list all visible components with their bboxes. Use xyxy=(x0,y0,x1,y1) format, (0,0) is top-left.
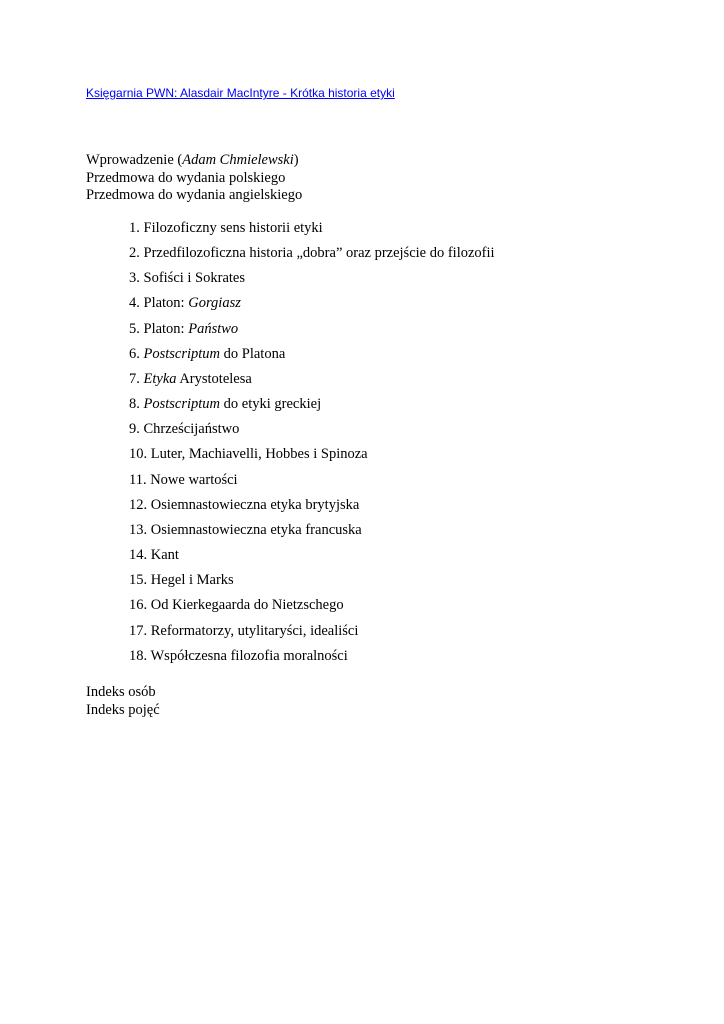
chapter-item: 8. Postscriptum do etyki greckiej xyxy=(129,396,322,413)
intro-suffix: ) xyxy=(293,152,299,168)
chapter-item: 16. Od Kierkegaarda do Nietzschego xyxy=(129,597,344,614)
intro-author: Adam Chmielewski xyxy=(182,152,294,168)
chapter-item: 7. Etyka Arystotelesa xyxy=(129,370,252,387)
preface-english: Przedmowa do wydania angielskiego xyxy=(86,187,303,203)
introduction-line xyxy=(86,152,302,170)
chapter-item: 3. Sofiści i Sokrates xyxy=(129,270,245,287)
chapter-item: 4. Platon: Gorgiasz xyxy=(129,295,241,312)
chapter-item: 11. Nowe wartości xyxy=(129,471,238,488)
chapter-item: 18. Współczesna filozofia moralności xyxy=(129,647,348,664)
chapter-item: 13. Osiemnastowieczna etyka francuska xyxy=(129,521,362,538)
chapter-item: 2. Przedfilozoficzna historia „dobra” oraz przejście do filozofii xyxy=(129,245,495,262)
chapter-item: 5. Platon: Państwo xyxy=(129,320,239,337)
intro-prefix: Wprowadzenie ( xyxy=(86,152,183,168)
back-matter xyxy=(86,684,160,719)
chapter-item: 1. Filozoficzny sens historii etyki xyxy=(129,220,323,236)
preface-polish: Przedmowa do wydania polskiego xyxy=(86,169,286,186)
chapter-item: 10. Luter, Machiavelli, Hobbes i Spinoza xyxy=(129,446,368,463)
index-concepts: Indeks pojęć xyxy=(86,701,160,718)
chapter-item: 14. Kant xyxy=(129,547,179,564)
chapter-item: 12. Osiemnastowieczna etyka brytyjska xyxy=(129,496,360,513)
chapter-item: 15. Hegel i Marks xyxy=(129,572,234,589)
index-persons: Indeks osób xyxy=(86,684,156,700)
chapter-item: 6. Postscriptum do Platona xyxy=(129,345,286,362)
chapter-item: 17. Reformatorzy, utylitaryści, idealiści xyxy=(129,622,359,639)
chapter-list xyxy=(129,216,495,669)
header-link[interactable]: Księgarnia PWN: Alasdair MacIntyre - Krótka historia etyki xyxy=(86,86,395,100)
front-matter xyxy=(86,152,302,205)
chapter-item: 9. Chrześcijaństwo xyxy=(129,421,240,438)
